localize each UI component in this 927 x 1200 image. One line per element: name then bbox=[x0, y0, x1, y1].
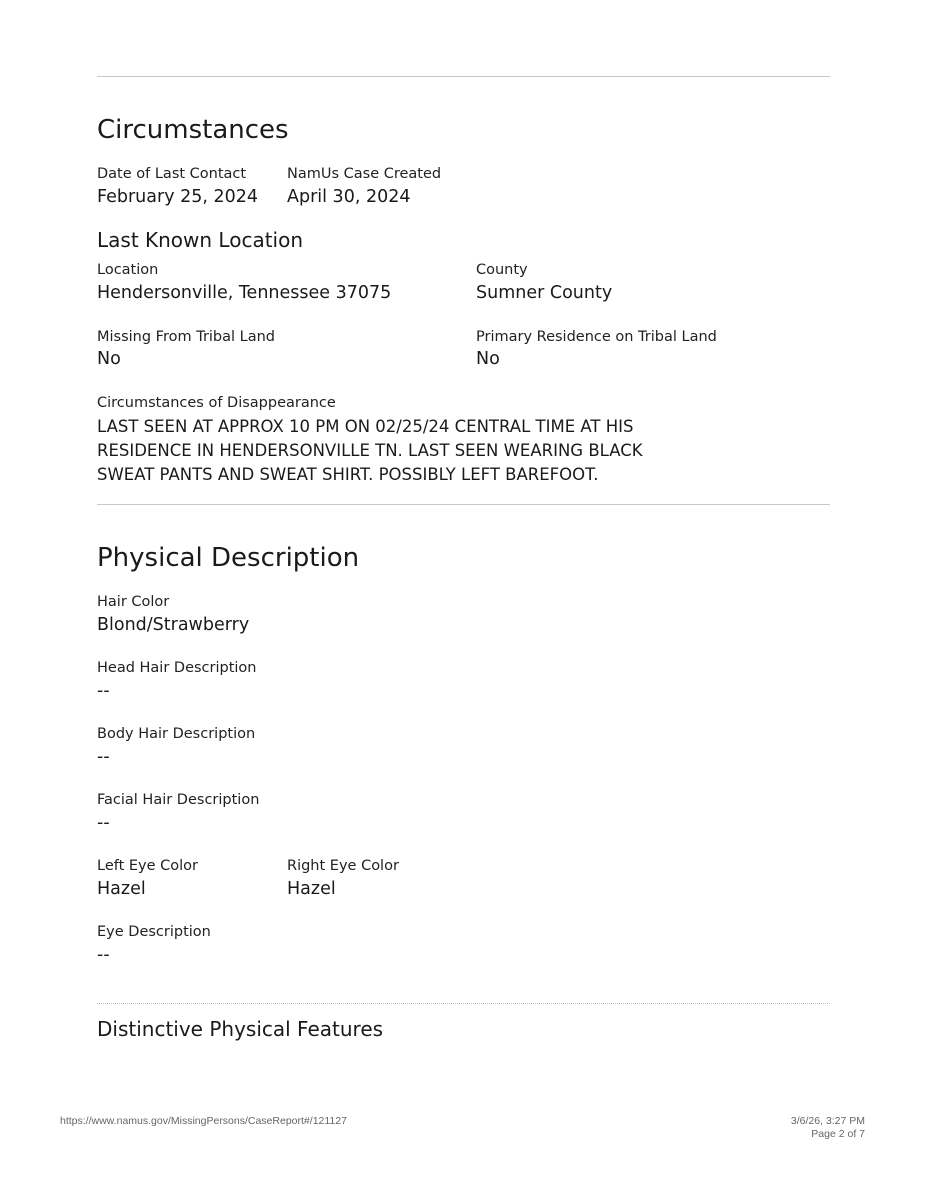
disappearance-narrative: LAST SEEN AT APPROX 10 PM ON 02/25/24 CENTRAL TIME AT HIS RESIDENCE IN HENDERSONVILLE TN. LAST SEEN WEARING BLACK SWEAT PANTS AND SWEAT SHIRT. POSSIBLY LEFT BAREFOOT. bbox=[97, 417, 643, 484]
physical-description-heading: Physical Description bbox=[97, 543, 360, 573]
section-divider bbox=[97, 504, 830, 505]
facial-hair-label: Facial Hair Description bbox=[97, 792, 260, 808]
body-hair-value: -- bbox=[97, 747, 110, 767]
primary-residence-value: No bbox=[476, 349, 500, 369]
tribal-land-label: Missing From Tribal Land bbox=[97, 329, 276, 345]
date-last-contact-value: February 25, 2024 bbox=[97, 187, 259, 207]
right-eye-color-label: Right Eye Color bbox=[287, 858, 399, 874]
primary-residence-label: Primary Residence on Tribal Land bbox=[476, 329, 717, 345]
footer-timestamp: 3/6/26, 3:27 PM bbox=[790, 1115, 865, 1127]
case-created-label: NamUs Case Created bbox=[287, 166, 442, 182]
subsection-divider bbox=[97, 1003, 830, 1004]
left-eye-color-value: Hazel bbox=[97, 879, 146, 899]
county-label: County bbox=[476, 262, 528, 278]
footer-url[interactable]: https://www.namus.gov/MissingPersons/CaseReport#/121127 bbox=[60, 1115, 347, 1127]
disappearance-label: Circumstances of Disappearance bbox=[97, 395, 336, 411]
eye-description-label: Eye Description bbox=[97, 924, 211, 940]
tribal-land-value: No bbox=[97, 349, 121, 369]
hair-color-label: Hair Color bbox=[97, 594, 170, 610]
head-hair-label: Head Hair Description bbox=[97, 660, 257, 676]
eye-description-value: -- bbox=[97, 945, 110, 965]
body-hair-label: Body Hair Description bbox=[97, 726, 256, 742]
case-created-value: April 30, 2024 bbox=[287, 187, 411, 207]
head-hair-value: -- bbox=[97, 681, 110, 701]
left-eye-color-label: Left Eye Color bbox=[97, 858, 199, 874]
top-divider bbox=[97, 76, 830, 77]
footer-page-number: Page 2 of 7 bbox=[811, 1128, 865, 1140]
county-value: Sumner County bbox=[476, 283, 613, 303]
right-eye-color-value: Hazel bbox=[287, 879, 336, 899]
hair-color-value: Blond/Strawberry bbox=[97, 615, 250, 635]
location-label: Location bbox=[97, 262, 159, 278]
location-value: Hendersonville, Tennessee 37075 bbox=[97, 283, 392, 303]
distinctive-features-heading: Distinctive Physical Features bbox=[97, 1017, 384, 1041]
last-known-location-heading: Last Known Location bbox=[97, 228, 304, 252]
date-last-contact-label: Date of Last Contact bbox=[97, 166, 247, 182]
facial-hair-value: -- bbox=[97, 813, 110, 833]
circumstances-heading: Circumstances bbox=[97, 115, 289, 145]
